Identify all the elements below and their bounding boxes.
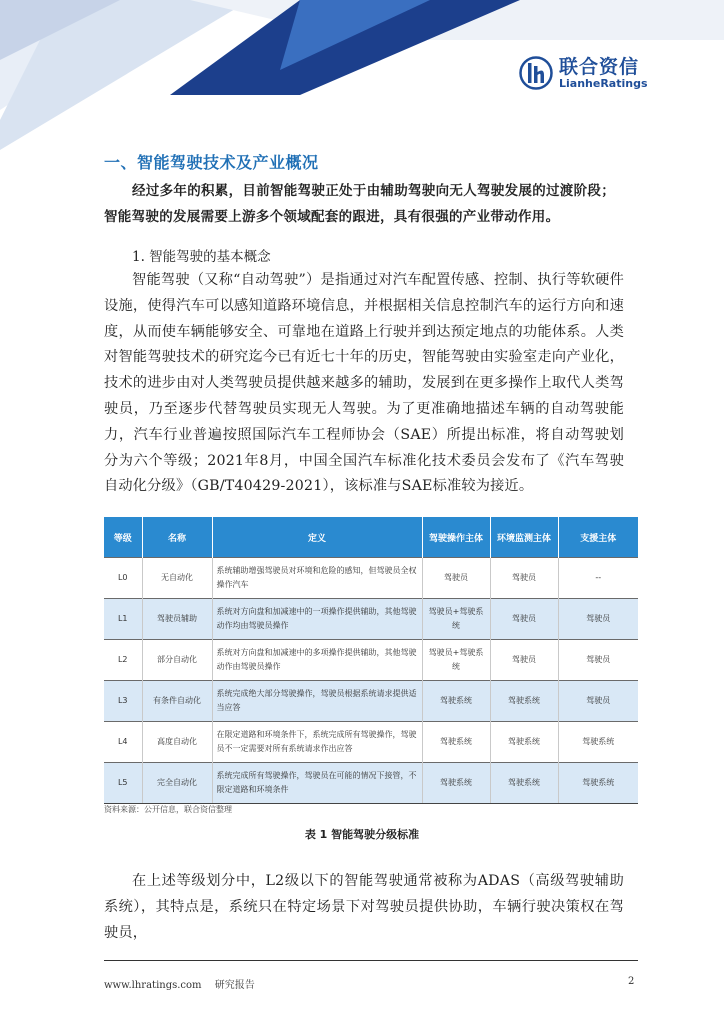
table-row: [104, 763, 638, 804]
cell-driving: 驾驶系统: [422, 722, 490, 763]
cell-definition: 系统对方向盘和加减速中的多项操作提供辅助，其他驾驶动作由驾驶员操作: [212, 640, 422, 681]
table-row: [104, 681, 638, 722]
cell-level: L2: [104, 640, 142, 681]
header-definition: 定义: [212, 517, 422, 558]
cell-support: 驾驶系统: [558, 722, 638, 763]
table-caption: 表 1 智能驾驶分级标准: [304, 828, 420, 841]
table-header-row: [104, 517, 638, 558]
table-row: [104, 722, 638, 763]
cell-driving: 驾驶系统: [422, 763, 490, 804]
cell-name: 有条件自动化: [142, 681, 212, 722]
cell-definition: 系统完成所有驾驶操作，驾驶员在可能的情况下接管，不限定道路和环境条件: [212, 763, 422, 804]
header-support-subject: 支援主体: [558, 517, 638, 558]
cell-definition: 系统对方向盘和加减速中的一项操作提供辅助，其他驾驶动作均由驾驶员操作: [212, 599, 422, 640]
cell-definition: 在限定道路和环境条件下，系统完成所有驾驶操作，驾驶员不一定需要对所有系统请求作出应答: [212, 722, 422, 763]
cell-driving: 驾驶员: [422, 558, 490, 599]
section-title: 一、智能驾驶技术及产业概况: [104, 153, 319, 172]
header-level: 等级: [104, 517, 142, 558]
cell-support: 驾驶员: [558, 599, 638, 640]
cell-level: L3: [104, 681, 142, 722]
body-paragraph: 智能驾驶（又称“自动驾驶”）是指通过对汽车配置传感、控制、执行等软硬件设施，使得汽车可以感知道路环境信息，并根据相关信息控制汽车的运行方向和速度，从而使车辆能够安全、可靠地在道路上行驶并到达预定地点的功能体系。人类对智能驾驶技术的研究迄今已有近七十年的历史，智能驾驶由实验室走向产业化，技术的进步由对人类驾驶员提供越来越多的辅助，发展到在更多操作上取代人类驾驶员，乃至逐步代替驾驶员实现无人驾驶。为了更准确地描述车辆的自动驾驶能力，汽车行业普遍按照国际汽车工程师协会（SAE）所提出标准，将自动驾驶划分为六个等级；2021年8月，中国全国汽车标准化技术委员会发布了《汽车驾驶自动化分级》（GB/T40429-2021），该标准与SAE标准较为接近。: [104, 272, 624, 495]
footer-info: [104, 976, 265, 991]
cell-monitoring: 驾驶员: [490, 640, 558, 681]
table-row: [104, 558, 638, 599]
cell-driving: 驾驶系统: [422, 681, 490, 722]
table-source-note: 资料来源：公开信息，联合资信整理: [104, 805, 232, 814]
cell-monitoring: 驾驶员: [490, 599, 558, 640]
footer-divider: [104, 960, 638, 961]
cell-support: 驾驶系统: [558, 763, 638, 804]
cell-monitoring: 驾驶员: [490, 558, 558, 599]
cell-name: 完全自动化: [142, 763, 212, 804]
cell-monitoring: 驾驶系统: [490, 681, 558, 722]
cell-level: L0: [104, 558, 142, 599]
subheading: 1. 智能驾驶的基本概念: [132, 249, 271, 265]
cell-support: --: [558, 558, 638, 599]
cell-driving: 驾驶员+驾驶系统: [422, 599, 490, 640]
cell-definition: 系统辅助增强驾驶员对环境和危险的感知，但驾驶员全权操作汽车: [212, 558, 422, 599]
header-driving-subject: 驾驶操作主体: [422, 517, 490, 558]
body-paragraph-continued: 在上述等级划分中，L2级以下的智能驾驶通常被称为ADAS（高级驾驶辅助系统），其特点是，系统只在特定场景下对驾驶员提供协助，车辆行驶决策权在驾驶员，: [104, 873, 624, 941]
table-row: [104, 640, 638, 681]
cell-level: L5: [104, 763, 142, 804]
brand-name-cn: 联合资信: [559, 55, 640, 78]
footer-website-link[interactable]: www.lhratings.com: [104, 980, 202, 991]
cell-driving: 驾驶员+驾驶系统: [422, 640, 490, 681]
table-row: [104, 599, 638, 640]
header-monitoring-subject: 环境监测主体: [490, 517, 558, 558]
cell-name: 无自动化: [142, 558, 212, 599]
header-name: 名称: [142, 517, 212, 558]
lead-summary: 经过多年的积累，目前智能驾驶正处于由辅助驾驶向无人驾驶发展的过渡阶段；智能驾驶的发展需要上游多个领域配套的跟进，具有很强的产业带动作用。: [104, 183, 615, 225]
lianhe-logo-icon: [519, 56, 553, 90]
cell-level: L1: [104, 599, 142, 640]
cell-level: L4: [104, 722, 142, 763]
automation-level-table: [104, 517, 638, 804]
page-number: 2: [628, 976, 635, 987]
cell-support: 驾驶员: [558, 681, 638, 722]
footer-doc-type: 研究报告: [214, 980, 255, 991]
cell-definition: 系统完成绝大部分驾驶操作，驾驶员根据系统请求提供适当应答: [212, 681, 422, 722]
cell-name: 高度自动化: [142, 722, 212, 763]
cell-monitoring: 驾驶系统: [490, 722, 558, 763]
cell-name: 部分自动化: [142, 640, 212, 681]
brand-logo: [519, 56, 648, 90]
cell-name: 驾驶员辅助: [142, 599, 212, 640]
cell-monitoring: 驾驶系统: [490, 763, 558, 804]
cell-support: 驾驶员: [558, 640, 638, 681]
brand-name-en: LianheRatings: [559, 76, 648, 90]
